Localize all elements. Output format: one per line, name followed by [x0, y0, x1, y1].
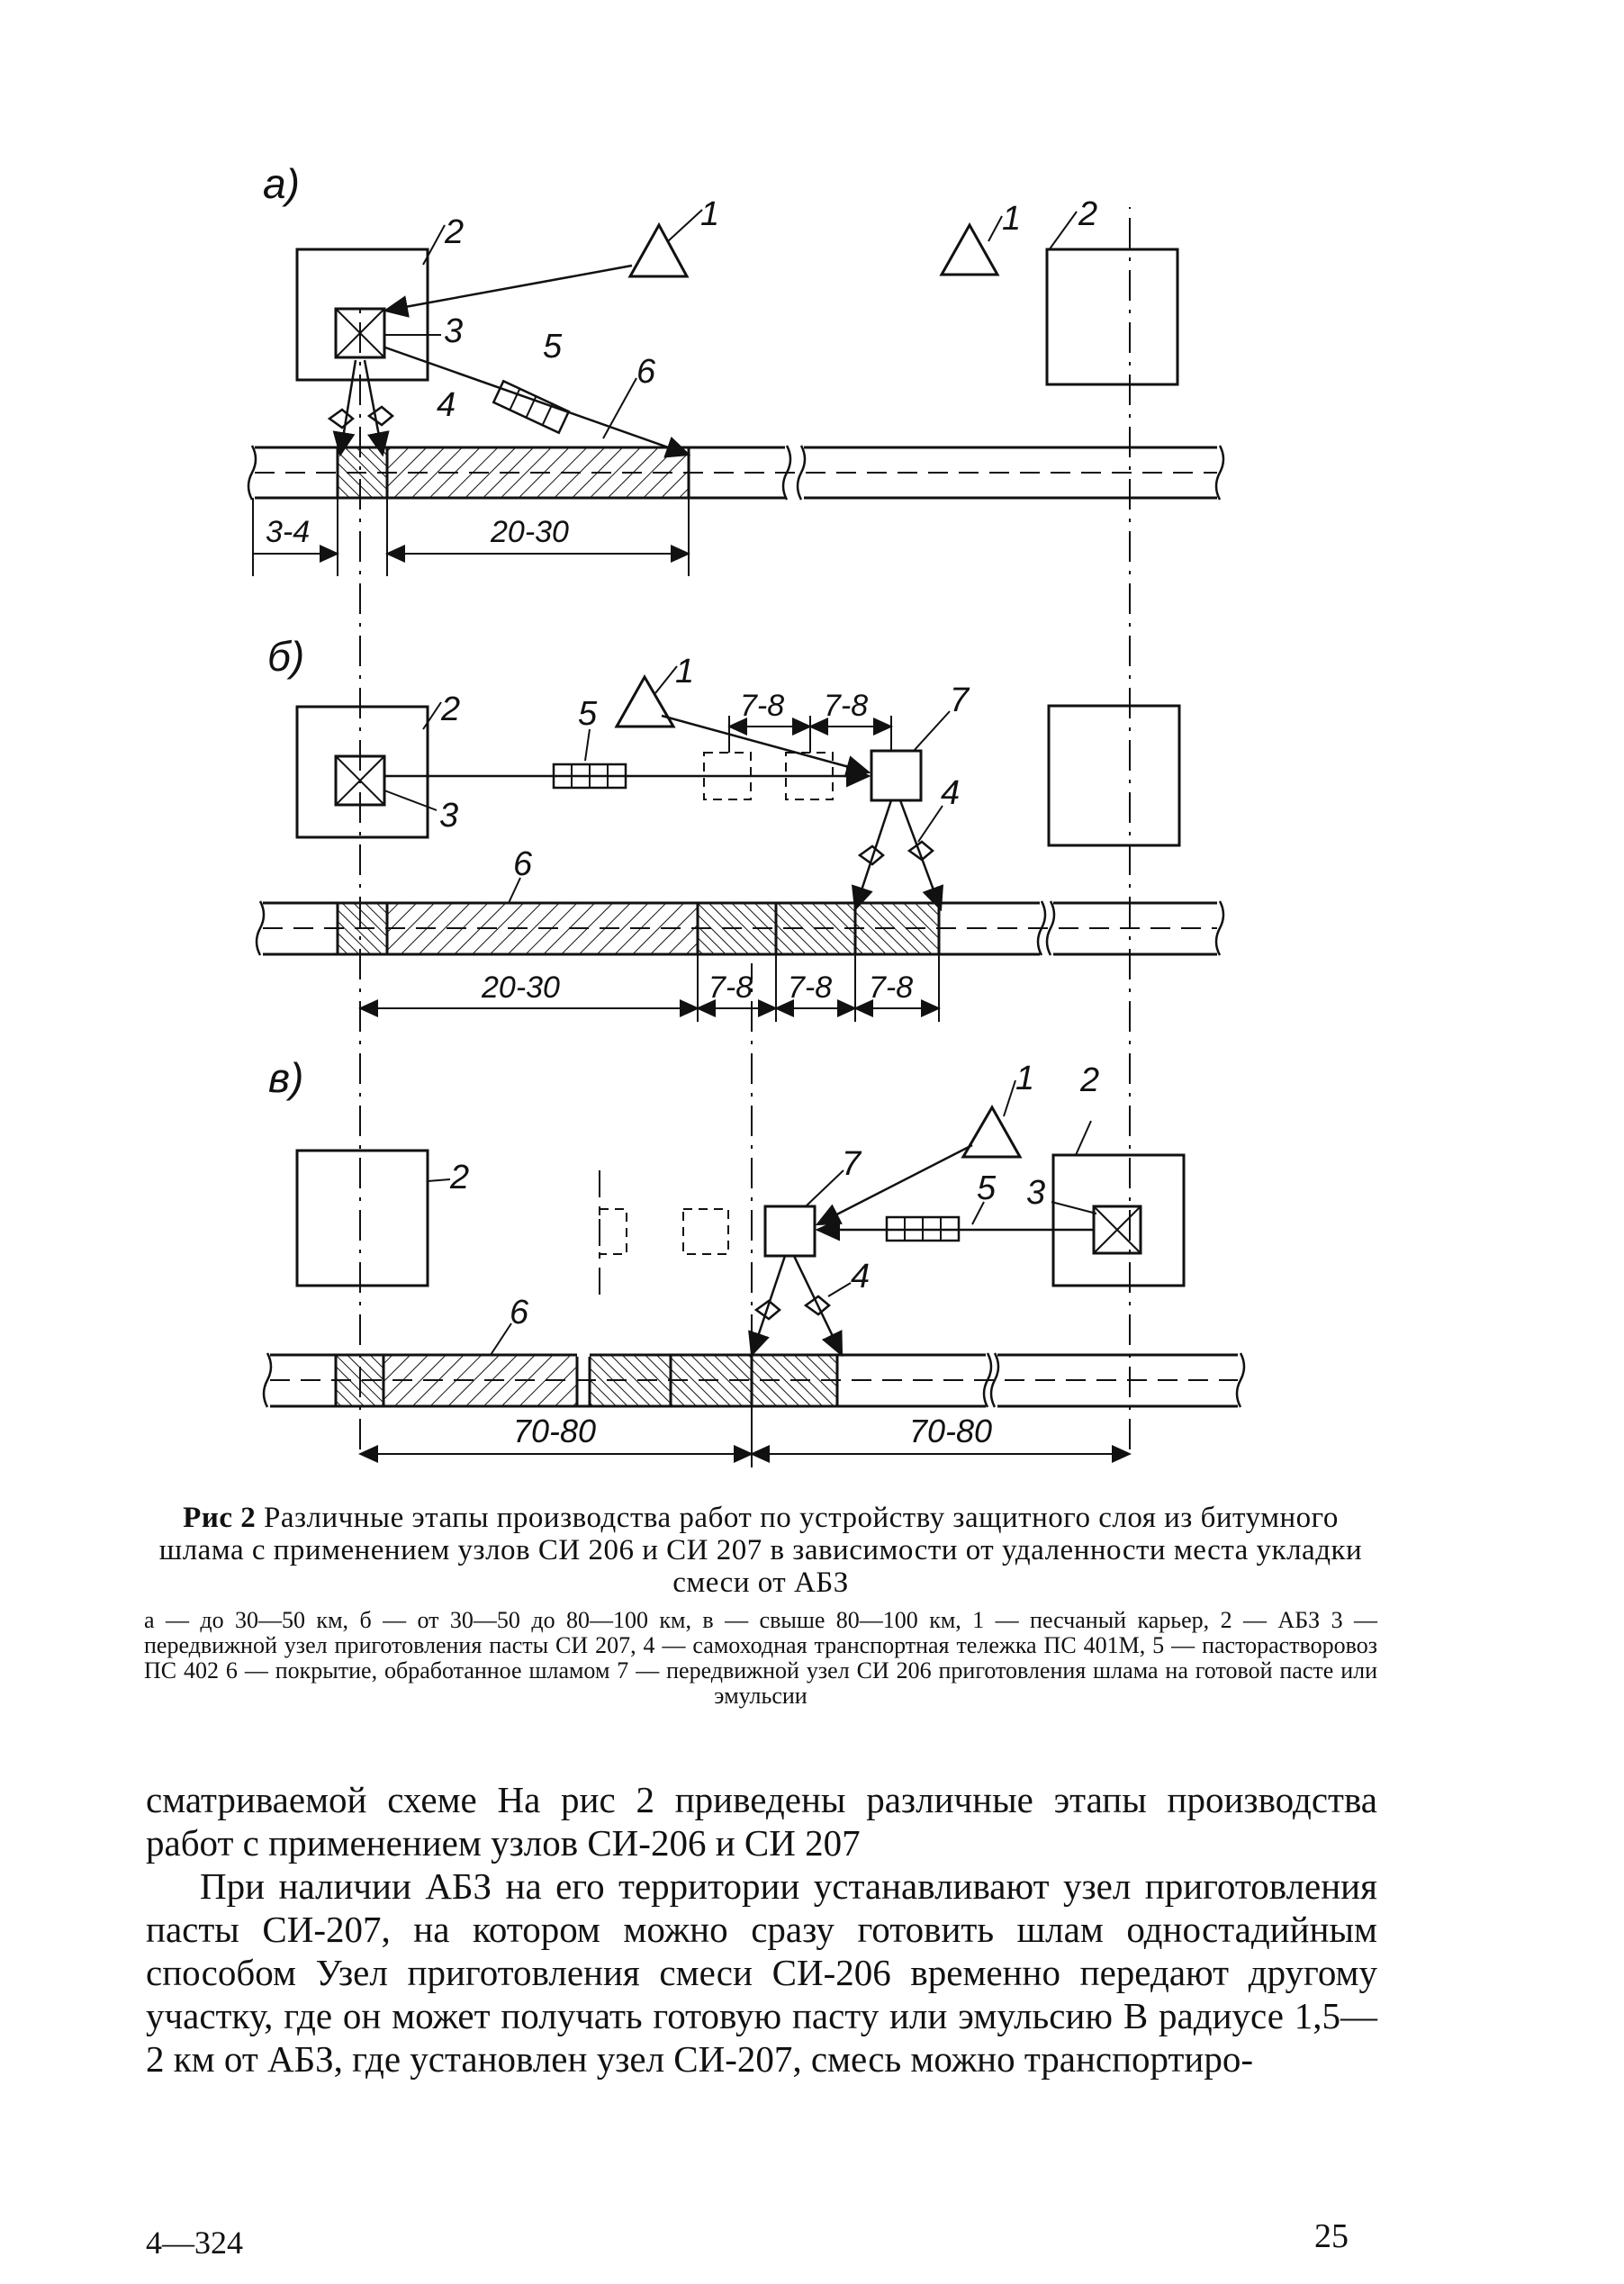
paragraph-1: сматриваемой схеме На рис 2 приведены различные этапы производства работ с применением узлов СИ-206 и СИ 207 [146, 1779, 1377, 1864]
dim-a-20-30: 20-30 [491, 515, 569, 549]
num-b-mobile-unit: 7 [950, 682, 970, 719]
abz-plant-a-right [1047, 249, 1177, 384]
num-v-mobile-unit: 7 [842, 1145, 862, 1183]
num-v-coating: 6 [510, 1294, 529, 1332]
num-a-abz-right: 2 [1078, 195, 1098, 233]
previous-positions-v [600, 1170, 728, 1296]
road-a [248, 446, 1223, 500]
abz-plant-a-left [297, 249, 428, 380]
num-v-truck: 5 [977, 1169, 997, 1207]
num-b-paste-unit: 3 [439, 797, 459, 835]
num-a-abz: 2 [445, 213, 465, 251]
panel-v-letter: в) [268, 1054, 304, 1101]
num-a-cart: 4 [437, 386, 456, 424]
num-v-abz-left: 2 [450, 1159, 470, 1196]
num-a-truck: 5 [543, 328, 563, 366]
caption-legend: а — до 30—50 км, б — от 30—50 до 80—100 км, в — свыше 80—100 км, 1 — песчаный карьер, 2 — АБЗ 3 — передвижной узел приготовления пасты СИ 207, 4 — самоходная транспортная тележка ПС 401М, 5 — пасторастворовоз ПС 402 6 — покрытие, обработанное шламом 7 — передвижной узел СИ 206 приготовления шлама на готовой пасте или эмульсии [144, 1607, 1377, 1709]
num-b-cart: 4 [941, 774, 961, 812]
abz-plant-v-right [1053, 1155, 1184, 1286]
num-b-coating: 6 [513, 845, 533, 883]
caption-text: Различные этапы производства работ по устройству защитного слоя из битумного шлама с применением узлов СИ 206 и СИ 207 в зависимости от удаленности места укладки смеси от АБЗ [158, 1502, 1363, 1599]
dim-b-bottom-4: 7-8 [869, 970, 914, 1005]
paste-unit-icon-v [1094, 1206, 1141, 1253]
paragraph-2: При наличии АБЗ на его территории устанавливают узел приготовления пасты СИ-207, на котором можно сразу готовить шлам одностадийным способом Узел приготовления смеси СИ-206 временно передают другому участку, где он может получать готовую пасту или эмульсию В радиусе 1,5—2 км от АБЗ, где установлен узел СИ-207, смесь можно транспортиро- [146, 1865, 1377, 2080]
dim-b-bottom-2: 7-8 [708, 970, 753, 1005]
num-v-quarry: 1 [1015, 1060, 1035, 1097]
panel-a [248, 160, 1223, 576]
abz-plant-b-left [297, 707, 428, 837]
num-v-cart: 4 [851, 1258, 871, 1295]
road-b [257, 901, 1223, 955]
caption-label: Рис 2 [183, 1502, 257, 1534]
abz-plant-v-left [297, 1151, 428, 1286]
num-a-quarry: 1 [700, 195, 720, 233]
num-b-truck: 5 [578, 695, 598, 733]
panel-b-letter: б) [267, 633, 305, 680]
panel-a-letter: а) [263, 160, 300, 207]
abz-plant-b-right [1049, 706, 1179, 845]
dims-a [253, 498, 689, 576]
num-a-quarry-right: 1 [1002, 200, 1022, 238]
body-text [146, 1778, 1377, 2081]
mobile-mix-unit-b [871, 751, 921, 800]
alignment-lines [360, 207, 1130, 1449]
dim-b-top-1: 7-8 [740, 689, 785, 723]
num-v-abz-right: 2 [1080, 1061, 1100, 1099]
dim-b-bottom-3: 7-8 [788, 970, 833, 1005]
sand-quarry-icon-b [617, 677, 673, 727]
dim-b-top-2: 7-8 [824, 689, 869, 723]
num-b-quarry: 1 [675, 653, 695, 691]
dim-b-20-30: 20-30 [482, 970, 560, 1005]
dim-v-left: 70-80 [513, 1413, 597, 1449]
caption-title [144, 1502, 1377, 1599]
road-v [264, 1353, 1244, 1407]
panel-v [264, 1054, 1244, 1467]
sand-quarry-icon-v [963, 1107, 1020, 1157]
num-a-paste-unit: 3 [444, 312, 464, 350]
num-v-paste-unit: 3 [1026, 1174, 1046, 1212]
dim-a-3-4: 3-4 [266, 515, 311, 549]
dim-v-right: 70-80 [909, 1413, 993, 1449]
panel-b [257, 633, 1223, 1022]
page-number: 25 [1314, 2217, 1349, 2255]
num-b-abz: 2 [441, 691, 461, 728]
figure-caption [144, 1502, 1377, 1709]
mobile-mix-unit-v [765, 1206, 815, 1256]
signature-mark: 4—324 [146, 2225, 243, 2261]
sand-quarry-icon-right [942, 225, 997, 275]
num-a-coating: 6 [636, 353, 656, 391]
